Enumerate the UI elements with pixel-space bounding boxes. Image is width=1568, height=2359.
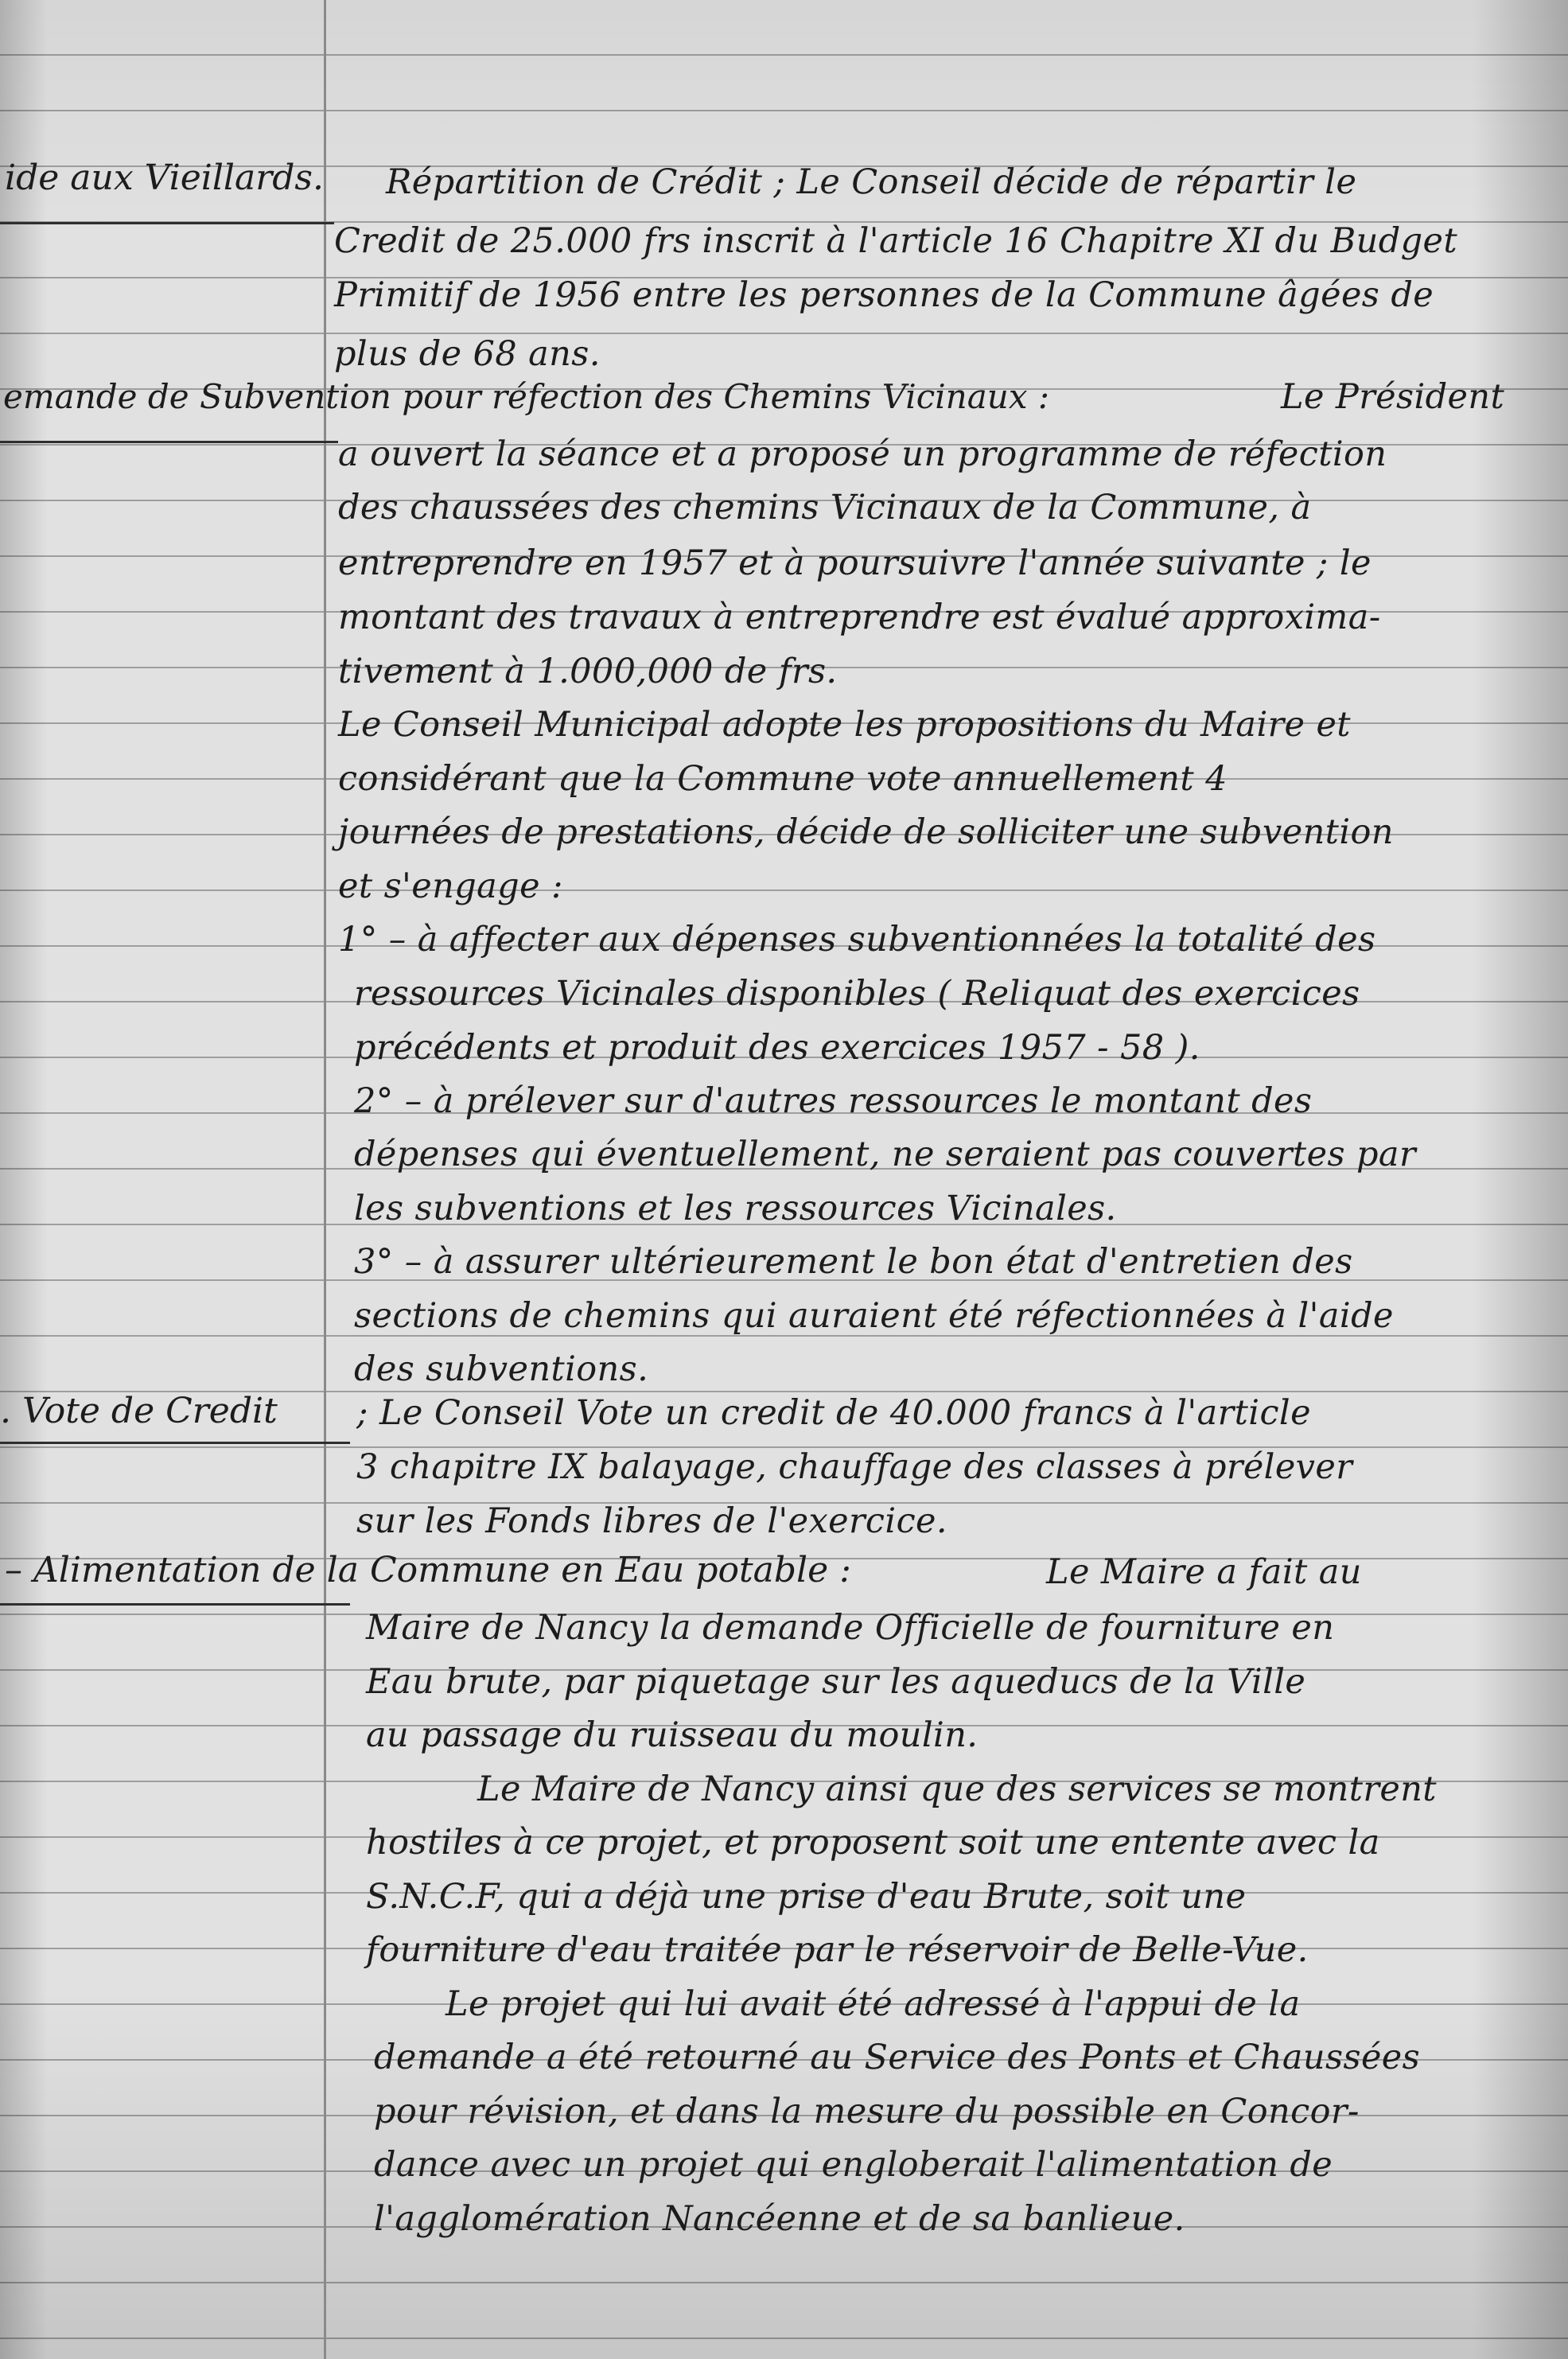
entry-heading: emande de Subvention pour réfection des Chemins Vicinaux : [3,377,1050,416]
entry-text-line: des chaussées des chemins Vicinaux de la Commune, à [338,488,1312,527]
entry-text-line: considérant que la Commune vote annuellement 4 [338,759,1228,799]
heading-underline [0,222,334,224]
entry-text-line: Credit de 25.000 frs inscrit à l'article 16 Chapitre XI du Budget [334,221,1458,261]
entry-heading: ide aux Vieillards. [5,158,324,198]
entry-text-line: sections de chemins qui auraient été réfectionnées à l'aide [354,1296,1394,1336]
entry-text-line: montant des travaux à entreprendre est évalué approxima- [338,598,1381,637]
entry-text-line: Le projet qui lui avait été adressé à l'appui de la [445,1984,1301,2024]
entry-heading: – Alimentation de la Commune en Eau potable : [5,1550,851,1590]
entry-text-line: pour révision, et dans la mesure du possible en Concor- [374,2092,1360,2131]
entry-text-line: 3 chapitre IX balayage, chauffage des classes à prélever [356,1447,1353,1487]
entry-text-line: Répartition de Crédit ; Le Conseil décide de répartir le [386,162,1357,202]
entry-text-line: Le Président [1281,377,1505,417]
entry-text-line: tivement à 1.000,000 de frs. [338,652,838,691]
entry-text-line: hostiles à ce projet, et proposent soit une entente avec la [366,1823,1380,1863]
entry-text-line: dépenses qui éventuellement, ne seraient pas couvertes par [354,1135,1416,1174]
entry-text-line: journées de prestations, décide de solliciter une subvention [338,812,1394,852]
entry-text-line: 2° – à prélever sur d'autres ressources le montant des [354,1081,1313,1121]
entry-text-line: Le Maire de Nancy ainsi que des services se montrent [477,1769,1437,1809]
entry-text-line: demande a été retourné au Service des Ponts et Chaussées [374,2038,1421,2077]
entry-text-line: S.N.C.F, qui a déjà une prise d'eau Brute, soit une [366,1877,1247,1917]
entry-text-line: l'agglomération Nancéenne et de sa banlieue. [374,2199,1185,2239]
entry-text-line: et s'engage : [338,866,563,906]
entry-text-line: fourniture d'eau traitée par le réservoir de Belle-Vue. [366,1930,1309,1970]
entry-text-line: Primitif de 1956 entre les personnes de la Commune âgées de [334,275,1434,315]
heading-underline [0,441,338,443]
entry-text-line: Eau brute, par piquetage sur les aqueducs de la Ville [366,1662,1306,1702]
entry-text-line: 3° – à assurer ultérieurement le bon état d'entretien des [354,1242,1353,1282]
entry-text-line: ; Le Conseil Vote un credit de 40.000 francs à l'article [356,1393,1311,1433]
entry-text-line: Le Maire a fait au [1046,1552,1362,1592]
entry-text-line: 1° – à affecter aux dépenses subventionnées la totalité des [338,920,1376,960]
heading-underline [0,1442,350,1444]
entry-heading: . Vote de Credit [0,1391,278,1431]
heading-underline [0,1603,350,1606]
entry-text-line: a ouvert la séance et a proposé un programme de réfection [338,434,1387,474]
entry-text-line: au passage du ruisseau du moulin. [366,1715,979,1755]
entry-text-line: les subventions et les ressources Vicinales. [354,1189,1117,1228]
entry-text-line: Le Conseil Municipal adopte les propositions du Maire et [338,705,1351,745]
entry-text-line: plus de 68 ans. [334,334,601,374]
entry-text-line: ressources Vicinales disponibles ( Reliquat des exercices [354,974,1360,1014]
entry-text-line: sur les Fonds libres de l'exercice. [356,1501,947,1541]
margin-line [324,0,326,2359]
entry-text-line: précédents et produit des exercices 1957 - 58 ). [354,1028,1200,1068]
entry-text-line: Maire de Nancy la demande Officielle de fourniture en [366,1608,1335,1648]
entry-text-line: des subventions. [354,1349,649,1389]
entry-text-line: dance avec un projet qui engloberait l'alimentation de [374,2145,1333,2185]
entry-text-line: entreprendre en 1957 et à poursuivre l'année suivante ; le [338,543,1372,583]
